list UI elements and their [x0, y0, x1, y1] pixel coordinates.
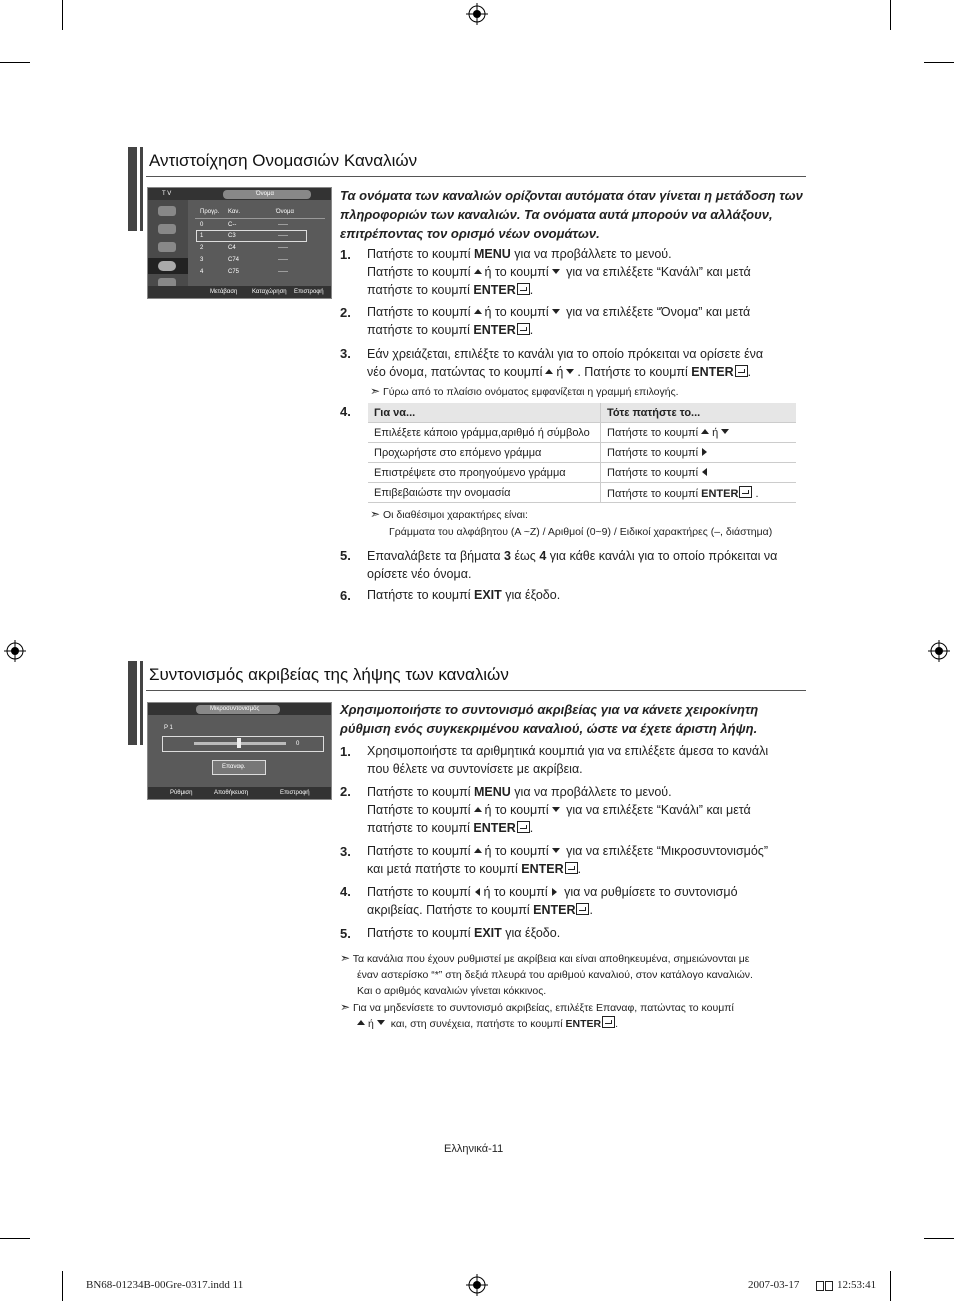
tv-cell: -----	[278, 257, 288, 263]
crop-mark	[890, 1271, 891, 1301]
section-intro: Τα ονόματα των καναλιών ορίζονται αυτόματα όταν γίνεται η μετάδοση των πληροφοριών των καναλιών. Τα ονόματα αυτά μπορούν να αλλάξουν, επιτρέποντας τον ορισμό νέων ονομάτων.	[340, 188, 803, 241]
tv-program-label: P 1	[164, 725, 173, 731]
step-number: 1.	[340, 744, 351, 759]
left-arrow-icon	[698, 467, 711, 479]
page-number: Ελληνικά-11	[444, 1143, 504, 1155]
crop-mark	[890, 0, 891, 30]
enter-icon	[576, 903, 589, 915]
registration-mark-icon	[928, 640, 950, 662]
chars-note-detail: Γράμματα του αλφάβητου (A ~Z) / Αριθμοί (0~9) / Ειδικοί χαρακτήρες (–, διάστημα)	[389, 526, 773, 538]
step-1: Χρησιμοποιήστε τα αριθμητικά κουμπιά για να επιλέξετε άμεσα το κανάλι που θέλετε να συντονίσετε με ακρίβεια.	[367, 744, 769, 776]
step-number: 5.	[340, 548, 351, 563]
down-arrow-icon	[563, 365, 577, 379]
section-bar	[140, 661, 143, 745]
up-arrow-icon	[698, 427, 712, 439]
section-bar	[140, 147, 143, 231]
enter-icon	[565, 862, 578, 874]
tv-cell: 3	[200, 257, 204, 263]
note-arrow-icon: ➣	[370, 507, 381, 521]
chars-note: ➣ Οι διαθέσιμοι χαρακτήρες είναι:	[370, 507, 528, 521]
enter-icon	[735, 365, 748, 377]
tuning-value: 0	[296, 741, 300, 747]
step-number: 4.	[340, 884, 351, 899]
finetune-note-1: ➣ Τα κανάλια που έχουν ρυθμιστεί με ακρίβεια και είναι αποθηκευμένα, σημειώνονται με έναν αστερίσκο “*” στη δεξιά πλευρά του αριθμού καναλιού, στον κατάλογο καναλιών. Και ο αριθμός καναλιών γίνεται κόκκινος.	[340, 951, 753, 997]
table-cell: Πατήστε το κουμπί ENTER .	[601, 483, 797, 503]
step-number: 5.	[340, 926, 351, 941]
down-arrow-icon	[374, 1018, 388, 1030]
tv-screen-title: Μικροσυντονισμός	[210, 706, 260, 712]
enter-icon	[739, 486, 752, 498]
tv-cell: -----	[278, 245, 288, 251]
table-cell: Πατήστε το κουμπί ή	[601, 423, 797, 443]
section-bar	[128, 661, 137, 745]
crop-mark	[924, 62, 954, 63]
enter-icon	[517, 821, 530, 833]
section-bar	[128, 147, 137, 231]
table-cell: Επιβεβαιώστε την ονομασία	[368, 483, 601, 503]
tv-cell: C74	[228, 257, 240, 263]
section-title: Αντιστοίχηση Ονομασιών Καναλιών	[149, 151, 418, 170]
footer-file: BN68-01234B-00Gre-0317.indd 11	[86, 1279, 244, 1291]
footer-date: 2007-03-17	[748, 1279, 800, 1291]
setup-icon	[158, 261, 176, 271]
step-number: 6.	[340, 588, 351, 603]
step-number: 4.	[340, 404, 351, 419]
table-cell: Επιστρέψετε στο προηγούμενο γράμμα	[368, 463, 601, 483]
tuning-slider-handle[interactable]	[237, 738, 241, 748]
tv-tab-label: T V	[162, 191, 172, 197]
tv-col-label: Καν.	[228, 209, 241, 215]
step-number: 2.	[340, 784, 351, 799]
step-2: Πατήστε το κουμπί ή το κουμπί για να επιλέξετε “Όνομα” και μετά πατήστε το κουμπί ENTER .	[367, 305, 751, 337]
enter-icon	[517, 283, 530, 295]
down-arrow-icon	[549, 265, 563, 279]
sound-icon	[158, 224, 176, 234]
crop-mark	[62, 1271, 63, 1301]
step-number: 2.	[340, 305, 351, 320]
tv-col-label: Όνομα	[276, 209, 294, 215]
table-cell: Επιλέξετε κάποιο γράμμα,αριθμό ή σύμβολο	[368, 423, 601, 443]
tv-screen-title: Όνομα	[256, 191, 274, 197]
step-2: Πατήστε το κουμπί MENU για να προβάλλετε το μενού. Πατήστε το κουμπί ή το κουμπί για να επιλέξετε “Κανάλι” και μετά πατήστε το κουμπί ENTER .	[367, 785, 751, 835]
down-arrow-icon	[549, 844, 563, 858]
step-3: Εάν χρειάζεται, επιλέξτε το κανάλι για το οποίο πρόκειται να ορίσετε ένα νέο όνομα, πατώντας το κουμπί ή . Πατήστε το κουμπί ENTER .	[367, 347, 764, 379]
step-4: Πατήστε το κουμπί ή το κουμπί για να ρυθμίσετε το συντονισμό ακριβείας. Πατήστε το κουμπί ENTER .	[367, 885, 738, 917]
tv-cell: C--	[228, 222, 237, 228]
tv-cell: -----	[278, 269, 288, 275]
step-5: Επαναλάβετε τα βήματα 3 έως 4 για κάθε κανάλι για το οποίο πρόκειται να ορίσετε νέο όνομα.	[367, 549, 778, 581]
note-arrow-icon: ➣	[340, 951, 351, 965]
tv-col-label: Προγρ.	[200, 209, 220, 215]
step-number: 3.	[340, 346, 351, 361]
registration-mark-icon	[466, 1274, 488, 1296]
down-arrow-icon	[718, 427, 732, 439]
tv-footer-label: Επιστροφή	[280, 790, 310, 796]
tv-cell: 1	[200, 233, 204, 239]
note-arrow-icon: ➣	[340, 1000, 351, 1014]
table-row	[368, 463, 796, 483]
table-header: Για να...	[368, 403, 601, 423]
tv-cell: C3	[228, 233, 236, 239]
crop-mark	[0, 1238, 30, 1239]
enter-icon	[602, 1016, 615, 1028]
table-cell: Προχωρήστε στο επόμενο γράμμα	[368, 443, 601, 463]
table-cell: Πατήστε το κουμπί	[601, 443, 797, 463]
table-header: Τότε πατήστε το...	[601, 403, 797, 423]
tv-cell: C4	[228, 245, 236, 251]
up-arrow-icon	[471, 844, 485, 858]
crop-mark	[0, 62, 30, 63]
right-arrow-icon	[698, 447, 711, 459]
finetune-note-2: ➣ Για να μηδενίσετε το συντονισμό ακριβείας, επιλέξτε Επαναφ, πατώντας το κουμπί ή και, στη συνέχεια, πατήστε το κουμπί ENTER .	[340, 1000, 734, 1030]
up-arrow-icon	[542, 365, 556, 379]
tv-cell: 4	[200, 269, 204, 275]
table-row	[368, 423, 796, 443]
step-3-note: ➣ Γύρω από το πλαίσιο ονόματος εμφανίζεται η γραμμή επιλογής.	[370, 384, 679, 398]
table-row	[368, 443, 796, 463]
tv-footer-label: Επιστροφή	[294, 289, 324, 295]
up-arrow-icon	[354, 1018, 368, 1030]
tv-footer-label: Ρύθμιση	[170, 790, 193, 796]
table-cell: Πατήστε το κουμπί	[601, 463, 797, 483]
section-divider	[146, 690, 806, 691]
up-arrow-icon	[471, 803, 485, 817]
step-3: Πατήστε το κουμπί ή το κουμπί για να επιλέξετε “Μικροσυντονισμός” και μετά πατήστε το κουμπί ENTER .	[367, 844, 768, 876]
registration-mark-icon	[466, 3, 488, 25]
up-arrow-icon	[471, 305, 485, 319]
right-arrow-icon	[548, 885, 561, 899]
tv-menu-screen	[147, 187, 332, 299]
tv-cell: -----	[278, 233, 288, 239]
reset-button-label: Επαναφ.	[222, 764, 246, 770]
section-intro: Χρησιμοποιήστε το συντονισμό ακριβείας για να κάνετε χειροκίνητη ρύθμιση ενός συγκεκριμένου καναλιού, ώστε να έχετε άριστη λήψη.	[340, 702, 759, 736]
key-table	[368, 403, 796, 503]
tv-finetune-screen	[147, 702, 332, 800]
tv-cell: 2	[200, 245, 204, 251]
tv-cell: C75	[228, 269, 240, 275]
down-arrow-icon	[549, 803, 563, 817]
section-title: Συντονισμός ακριβείας της λήψης των καναλιών	[149, 665, 509, 684]
tv-cell: -----	[278, 222, 288, 228]
placeholder-glyph-icon	[816, 1281, 824, 1291]
step-1: Πατήστε το κουμπί MENU για να προβάλλετε το μενού. Πατήστε το κουμπί ή το κουμπί για να επιλέξετε “Κανάλι” και μετά πατήστε το κουμπί ENTER .	[367, 247, 751, 297]
step-number: 3.	[340, 844, 351, 859]
up-arrow-icon	[471, 265, 485, 279]
tv-footer-label: Αποθήκευση	[214, 790, 249, 796]
down-arrow-icon	[549, 305, 563, 319]
step-5: Πατήστε το κουμπί EXIT για έξοδο.	[367, 926, 561, 940]
tv-footer-label: Καταχώρηση	[252, 289, 287, 295]
tv-cell: 0	[200, 222, 204, 228]
note-arrow-icon: ➣	[370, 384, 381, 398]
step-6: Πατήστε το κουμπί EXIT για έξοδο.	[367, 588, 561, 602]
tv-selection-bar	[196, 230, 307, 242]
enter-icon	[517, 323, 530, 335]
crop-mark	[62, 0, 63, 30]
channel-icon	[158, 242, 176, 252]
placeholder-glyph-icon	[825, 1281, 833, 1291]
table-row	[368, 483, 796, 503]
section-divider	[146, 176, 806, 177]
crop-mark	[924, 1238, 954, 1239]
picture-icon	[158, 206, 176, 216]
left-arrow-icon	[471, 885, 484, 899]
step-number: 1.	[340, 247, 351, 262]
footer-time: 12:53:41	[837, 1279, 877, 1291]
registration-mark-icon	[4, 640, 26, 662]
tv-footer-label: Μετάβαση	[210, 289, 238, 295]
